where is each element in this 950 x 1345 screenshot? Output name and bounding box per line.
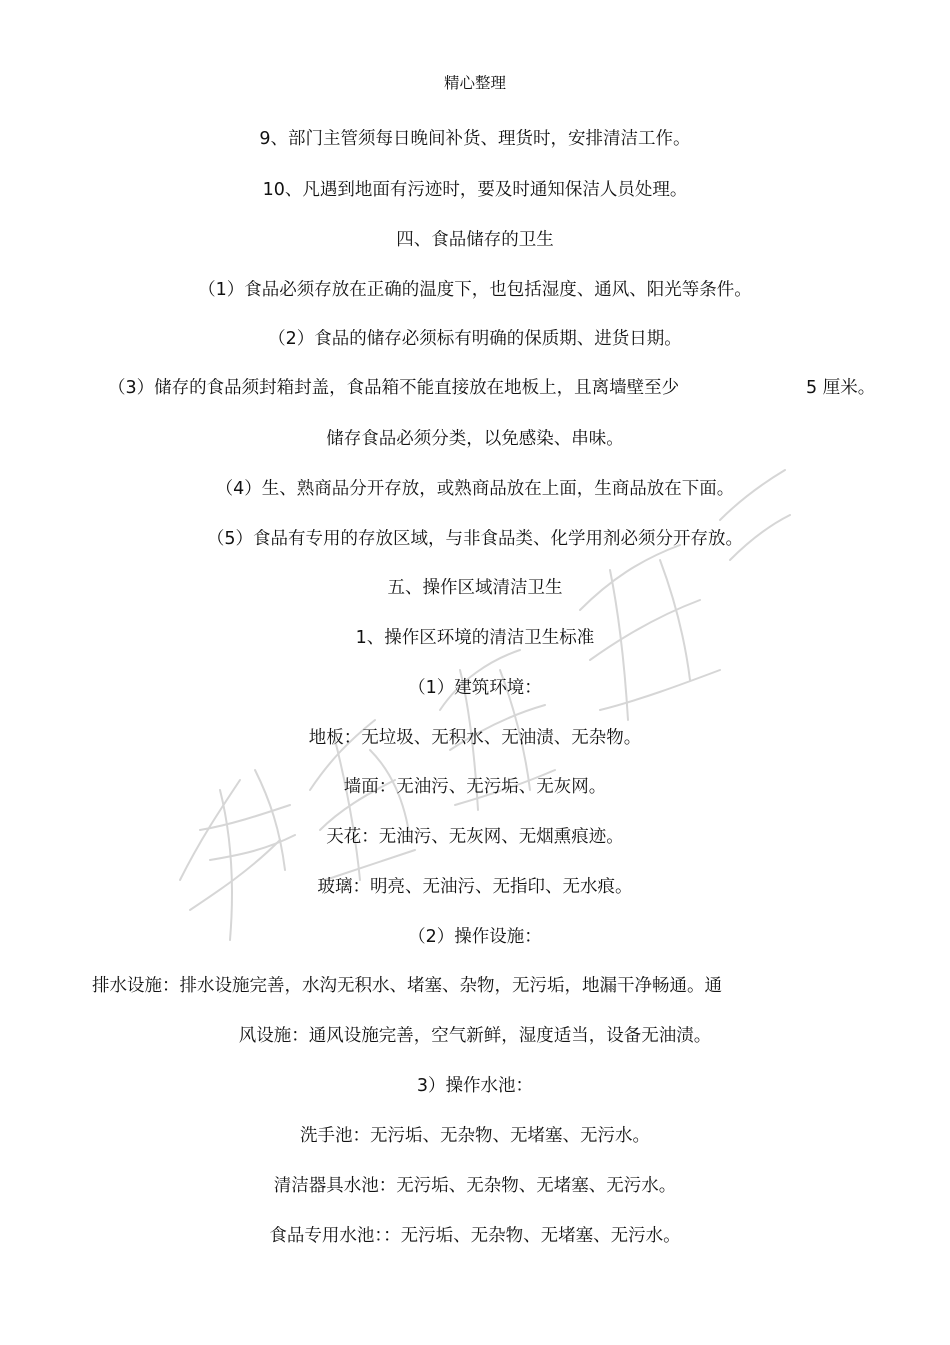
text-line: 玻璃：明亮、无油污、无指印、无水痕。 [317, 877, 633, 897]
text-line: （4）生、熟商品分开存放，或熟商品放在上面，生商品放在下面。 [215, 479, 735, 499]
text-line: 食品专用水池：：无污垢、无杂物、无堵塞、无污水。 [269, 1226, 681, 1246]
text-line: （3）储存的食品须封箱封盖，食品箱不能直接放在地板上，且离墙壁至少 [108, 378, 680, 398]
section-heading: 五、操作区域清洁卫生 [387, 578, 563, 598]
section-heading: 四、食品储存的卫生 [396, 230, 554, 250]
text-line: 天花：无油污、无灰网、无烟熏痕迹。 [326, 827, 624, 847]
text-line: 5 厘米。 [806, 378, 876, 398]
text-line: 地板：无垃圾、无积水、无油渍、无杂物。 [308, 728, 642, 748]
subsection-heading: （1）建筑环境： [408, 678, 542, 698]
text-line: （2）食品的储存必须标有明确的保质期、进货日期。 [268, 329, 682, 349]
text-line: 清洁器具水池：无污垢、无杂物、无堵塞、无污水。 [273, 1176, 677, 1196]
text-line: 排水设施：排水设施完善，水沟无积水、堵塞、杂物，无污垢，地漏干净畅通。通 [92, 976, 722, 996]
text-line: （5）食品有专用的存放区域，与非食品类、化学用剂必须分开存放。 [206, 529, 744, 549]
subsection-heading: 1、操作区环境的清洁卫生标准 [355, 628, 595, 648]
page-header: 精心整理 [443, 74, 506, 92]
text-line: 9、部门主管须每日晚间补货、理货时，安排清洁工作。 [259, 129, 691, 149]
text-line: 10、凡遇到地面有污迹时，要及时通知保洁人员处理。 [262, 180, 688, 200]
text-line: 储存食品必须分类，以免感染、串味。 [326, 429, 624, 449]
text-line: 墙面：无油污、无污垢、无灰网。 [343, 777, 607, 797]
text-line: 风设施：通风设施完善，空气新鲜，湿度适当，设备无油渍。 [238, 1026, 712, 1046]
subsection-heading: 3）操作水池： [416, 1076, 534, 1096]
text-line: 洗手池：无污垢、无杂物、无堵塞、无污水。 [300, 1126, 650, 1146]
subsection-heading: （2）操作设施： [408, 927, 542, 947]
text-line: （1）食品必须存放在正确的温度下，也包括湿度、通风、阳光等条件。 [198, 280, 752, 300]
